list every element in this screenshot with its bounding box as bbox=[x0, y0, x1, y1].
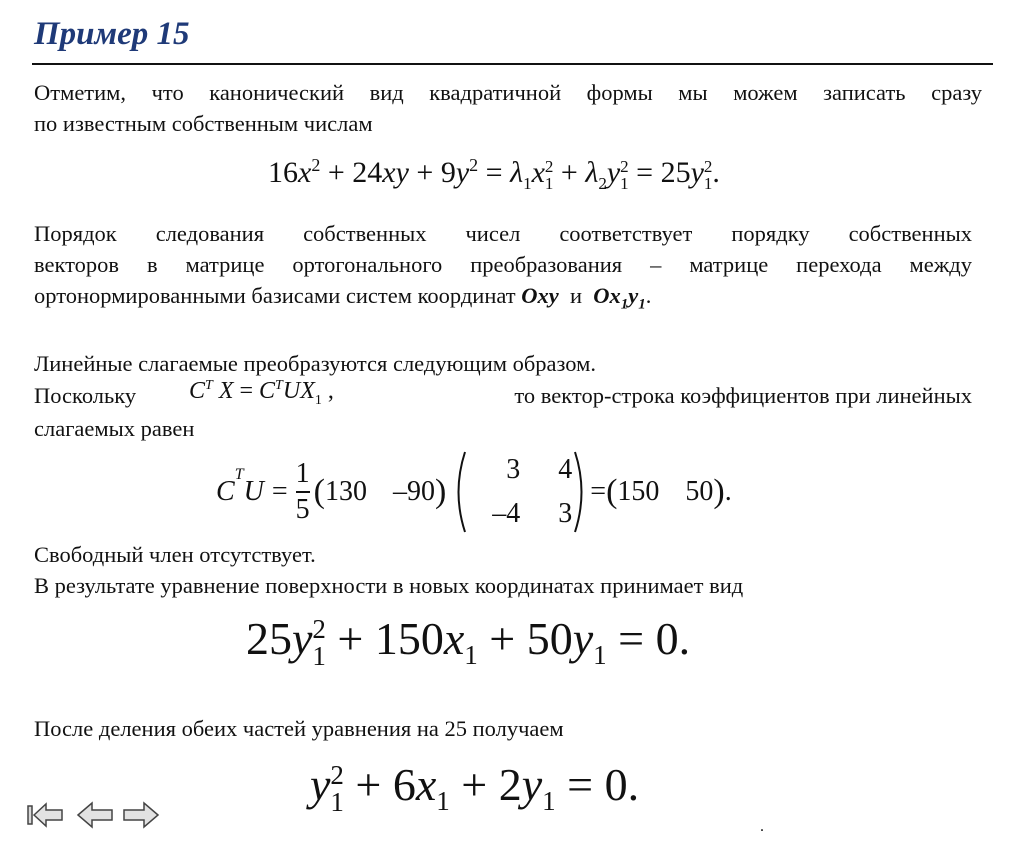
first-page-icon bbox=[26, 798, 64, 832]
p2-line2: векторов в матрице ортогонального преобразования – матрице перехода между bbox=[34, 252, 972, 277]
p2-line1: Порядок следования собственных чисел соответствует порядку собственных bbox=[34, 221, 972, 246]
first-page-button[interactable] bbox=[26, 798, 64, 832]
p5-line1: После деления обеих частей уравнения на 25 получаем bbox=[34, 716, 564, 741]
p3-line1: Линейные слагаемые преобразуются следующим образом. bbox=[34, 351, 596, 376]
matrix-left-bracket bbox=[450, 450, 468, 534]
p4-line2: В результате уравнение поверхности в новых координатах принимает вид bbox=[34, 573, 744, 598]
equation-canonical-form: $16x^2 + 24xy + 9y^2 = \lambda_1x$ 2 1 + $\lambda_2y$ 2 1 = 25y 2 1 . bbox=[268, 155, 720, 194]
p3-then: то вектор-строка коэффициентов при линейных bbox=[514, 383, 972, 408]
forward-arrow-icon bbox=[122, 798, 160, 832]
p1-line1: Отметим, что канонический вид квадратичной формы мы можем записать сразу bbox=[34, 80, 982, 105]
paragraph-2 bbox=[34, 218, 972, 321]
back-button[interactable] bbox=[76, 798, 114, 832]
paragraph-1 bbox=[34, 77, 982, 139]
matrix-right-bracket bbox=[572, 450, 590, 534]
p3-line3: слагаемых равен bbox=[34, 416, 195, 441]
back-arrow-icon bbox=[76, 798, 114, 832]
equation-surface: 25y 2 1 + $150x_1 + 50y_1 = 0$. bbox=[246, 613, 691, 672]
forward-button[interactable] bbox=[122, 798, 160, 832]
equation-coefficient-row: C $^T$ U = $\frac{1}{5}$ ( 130 –90 ) 3 4 –4 3 = ( 150 50 ) . bbox=[216, 450, 732, 534]
slide-title: Пример 15 bbox=[34, 16, 190, 52]
p1-line2: по известным собственным числам bbox=[34, 111, 373, 136]
p2-line3: ортонормированными базисами систем координат Oxy и $Ox_1y_1$. bbox=[34, 283, 652, 313]
p4-line1: Свободный член отсутствует. bbox=[34, 542, 316, 567]
equation-linear-transform: $C^T$ $X = C^TUX_1$ , bbox=[189, 378, 334, 408]
equation-result: y 2 1 + $6x_1 + 2y_1 = 0$. bbox=[310, 759, 640, 818]
title-divider bbox=[32, 63, 993, 65]
footer-dot: . bbox=[760, 818, 764, 835]
p3-since: Поскольку bbox=[34, 383, 137, 408]
